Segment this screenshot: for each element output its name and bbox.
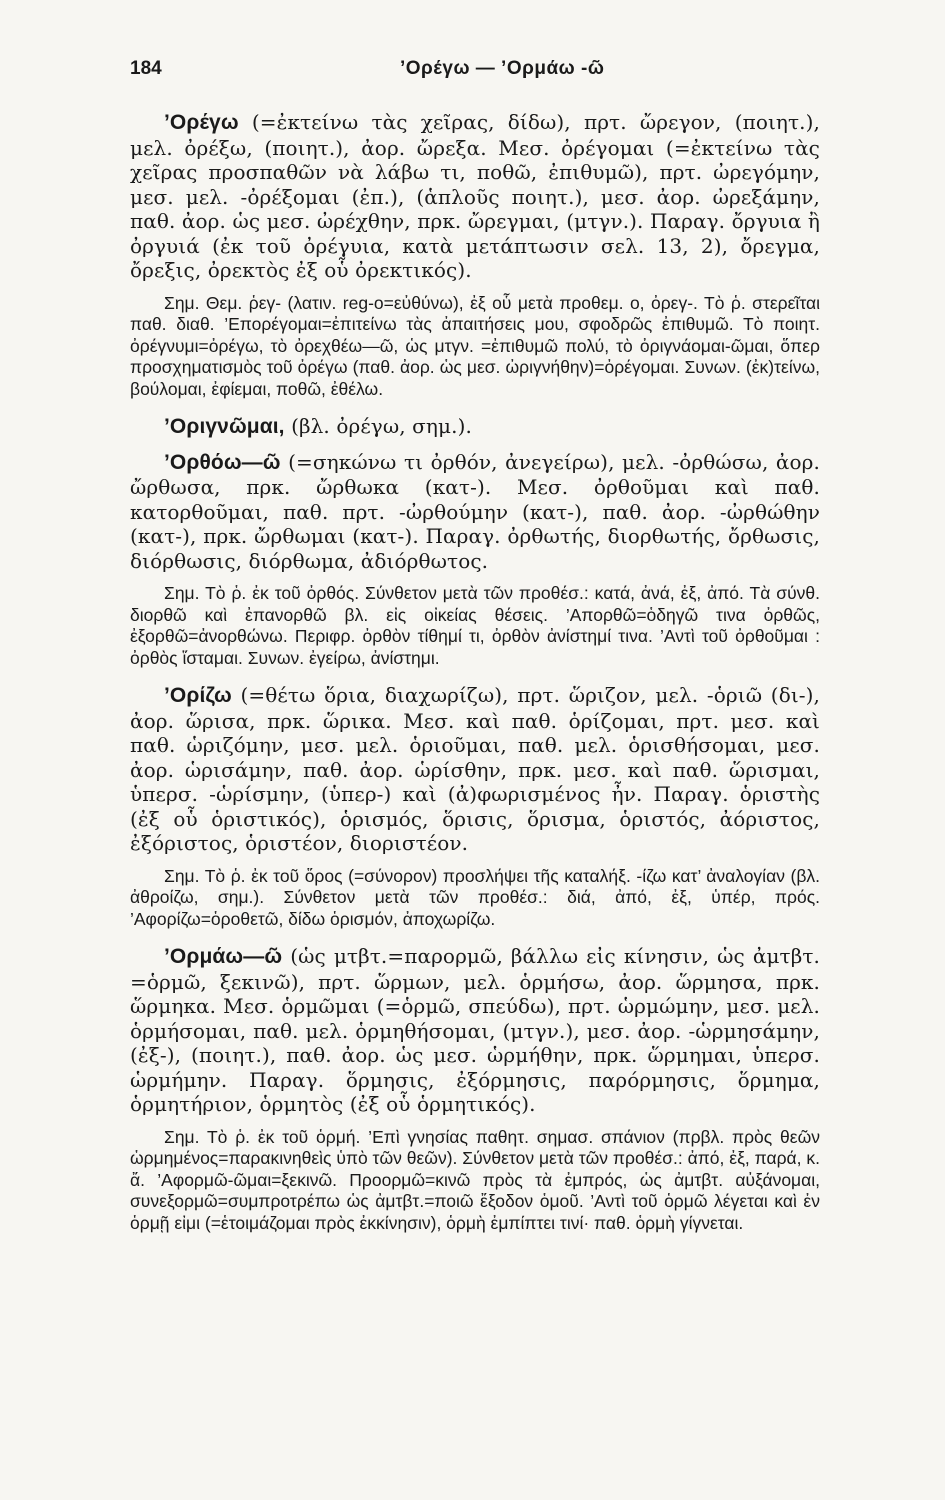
entry-text: (=θέτω ὅρια, διαχωρίζω), πρτ. ὥριζον, μελ. -ὁριῶ (δι-), ἀορ. ὥρισα, πρκ. ὥρικα. Μεσ. καὶ παθ. ὁρίζομαι, πρτ. μεσ. καὶ παθ. ὡριζόμην, μεσ. μελ. ὁριοῦμαι, παθ. μελ. ὁρισθήσομαι, μεσ. ἀορ. ὡρισάμην, παθ. ἀορ. ὡρίσθην, πρκ. μεσ. καὶ παθ. ὥρισμαι, ὑπερσ. -ὡρίσμην, (ὑπερ-) καὶ (ἀ)φωρισμένος ἦν. Παραγ. ὁριστὴς (ἐξ οὗ ὁριστικός), ὁρισμός, ὅρισις, ὅρισμα, ὁριστός, ἀόριστος, ἐξόριστος, ὁριστέον, διοριστέον. [130, 683, 820, 855]
entry-oregw [130, 110, 820, 283]
entry-ormaw [130, 944, 820, 1117]
entry-note: Σημ. Τὸ ῥ. ἐκ τοῦ ὁρμή. ’Επὶ γνησίας παθητ. σημασ. σπάνιον (πρβλ. πρὸς θεῶν ὡρμημένος=παρακινηθεὶς ὑπὸ τῶν θεῶν). Σύνθετον μετὰ τῶν προθέσ.: ἀπό, ἐξ, παρά, κ. ἄ. ’Αφορμῶ-ῶμαι=ξεκινῶ. Προορμῶ=κινῶ πρὸς τὰ ἐμπρός, ὡς ἀμτβτ. αὐξάνομαι, συνεξορμῶ=συμπροτρέπω ὡς ἀμτβτ.=ποιῶ ἔξοδον ὁμοῦ. ’Αντὶ τοῦ ὁρμῶ λέγεται καὶ ἐν ὁρμῇ εἰμι (=ἑτοιμάζομαι πρὸς ἐκκίνησιν), ὁρμὴ ἐμπίπτει τινί· παθ. ὁρμὴ γίγνεται. [130, 1126, 820, 1233]
page-number: 184 [130, 58, 162, 79]
page-header [130, 58, 820, 88]
headword: ’Ορίζω [164, 684, 232, 707]
entry-text: (βλ. ὀρέγω, σημ.). [284, 414, 472, 438]
entry-note: Σημ. Τὸ ῥ. ἐκ τοῦ ὅρος (=σύνορον) προσλήψει τῆς καταλήξ. -ίζω κατ’ ἀναλογίαν (βλ. ἀθροίζω, σημ.). Σύνθετον μετὰ τῶν προθέσ.: διά, ἀπό, ἐξ, ὑπέρ, πρός. ’Αφορίζω=ὁροθετῶ, δίδω ὁρισμόν, ἀποχωρίζω. [130, 865, 820, 929]
entry-body [130, 683, 820, 856]
entry-text: (=σηκώνω τι ὀρθόν, ἀνεγείρω), μελ. -ὀρθώσω, ἀορ. ὤρθωσα, πρκ. ὤρθωκα (κατ-). Μεσ. ὀρθοῦμαι καὶ παθ. κατορθοῦμαι, παθ. πρτ. -ὠρθούμην (κατ-), παθ. ἀορ. -ὠρθώθην (κατ-), πρκ. ὤρθωμαι (κατ-). Παραγ. ὀρθωτής, διορθωτής, ὄρθωσις, διόρθωσις, διόρθωμα, ἀδιόρθωτος. [130, 449, 820, 573]
headword: ’Ορμάω—ῶ [164, 945, 283, 968]
headword: ’Οριγνῶμαι, [164, 415, 285, 438]
entry-body [130, 110, 820, 283]
entry-orizw [130, 683, 820, 856]
entry-text: (=ἐκτείνω τὰς χεῖρας, δίδω), πρτ. ὤρεγον, (ποιητ.), μελ. ὀρέξω, (ποιητ.), ἀορ. ὤρεξα. Μεσ. ὀρέγομαι (=ἐκτείνω τὰς χεῖρας προσπαθῶν νὰ λάβω τι, ποθῶ, ἐπιθυμῶ), πρτ. ὠρεγόμην, μεσ. μελ. -ὀρέξομαι (ἐπ.), (ἁπλοῦς ποιητ.), μεσ. ἀορ. ὠρεξάμην, παθ. ἀορ. ὡς μεσ. ὠρέχθην, πρκ. ὤρεγμαι, (μτγν.). Παραγ. ὄργυια ἢ ὀργυιά (ἐκ τοῦ ὀρέγυια, κατὰ μετάπτωσιν σελ. 13, 2), ὄρεγμα, ὄρεξις, ὀρεκτὸς ἐξ οὗ ὀρεκτικός). [130, 110, 820, 282]
running-head: ’Ορέγω — ’Ορμάω -ῶ [400, 58, 605, 79]
entry-note: Σημ. Θεμ. ῥεγ- (λατιν. reg-o=εὐθύνω), ἐξ οὗ μετὰ προθεμ. ο, ὀρεγ-. Τὸ ῥ. στερεῖται παθ. διαθ. ’Επορέγομαι=ἐπιτείνω τὰς ἀπαιτήσεις μου, σφοδρῶς ἐπιθυμῶ. Τὸ ποιητ. ὀρέγνυμι=ὀρέγω, τὸ ὀρεχθέω—ῶ, ὡς μτγν. =ἐπιθυμῶ πολύ, τὸ ὀριγνάομαι-ῶμαι, ὅπερ προσχηματισμὸς τοῦ ὀρέγω (παθ. ἀορ. ὡς μεσ. ὠριγνήθην)=ὀρέγομαι. Συνων. (ἐκ)τείνω, βούλομαι, ἐφίεμαι, ποθῶ, ἐθέλω. [130, 292, 820, 399]
entry-note: Σημ. Τὸ ῥ. ἐκ τοῦ ὀρθός. Σύνθετον μετὰ τῶν προθέσ.: κατά, ἀνά, ἐξ, ἀπό. Τὰ σύνθ. διορθῶ καὶ ἐπανορθῶ βλ. εἰς οἰκείας θέσεις. ’Απορθῶ=ὁδηγῶ τινα ὀρθῶς, ἐξορθῶ=ἀνορθώνω. Περιφρ. ὀρθὸν τίθημί τι, ὀρθὸν ἀνίστημί τινα. ’Αντὶ τοῦ ὀρθοῦμαι : ὀρθὸς ἵσταμαι. Συνων. ἐγείρω, ἀνίστημι. [130, 583, 820, 668]
entries-column [130, 110, 820, 1248]
entry-body [130, 944, 820, 1117]
entry-body [130, 450, 820, 574]
entry-origwmai [130, 414, 820, 440]
headword: ’Ορέγω [164, 111, 239, 134]
entry-text: (ὡς μτβτ.=παρορμῶ, βάλλω εἰς κίνησιν, ὡς ἀμτβτ. =ὁρμῶ, ξεκινῶ), πρτ. ὥρμων, μελ. ὁρμήσω, ἀορ. ὥρμησα, πρκ. ὥρμηκα. Μεσ. ὁρμῶμαι (=ὁρμῶ, σπεύδω), πρτ. ὡρμώμην, μεσ. μελ. ὁρμήσομαι, παθ. μελ. ὁρμηθήσομαι, (μτγν.), μεσ. ἀορ. -ὡρμησάμην, (ἐξ-), (ποιητ.), παθ. ἀορ. ὡς μεσ. ὡρμήθην, πρκ. ὥρμημαι, ὑπερσ. ὡρμήμην. Παραγ. ὅρμησις, ἐξόρμησις, παρόρμησις, ὅρμημα, ὁρμητήριον, ὁρμητὸς (ἐξ οὗ ὁρμητικός). [130, 944, 820, 1116]
entry-body [130, 414, 820, 440]
entry-orthow [130, 450, 820, 574]
headword: ’Ορθόω—ῶ [164, 450, 281, 474]
